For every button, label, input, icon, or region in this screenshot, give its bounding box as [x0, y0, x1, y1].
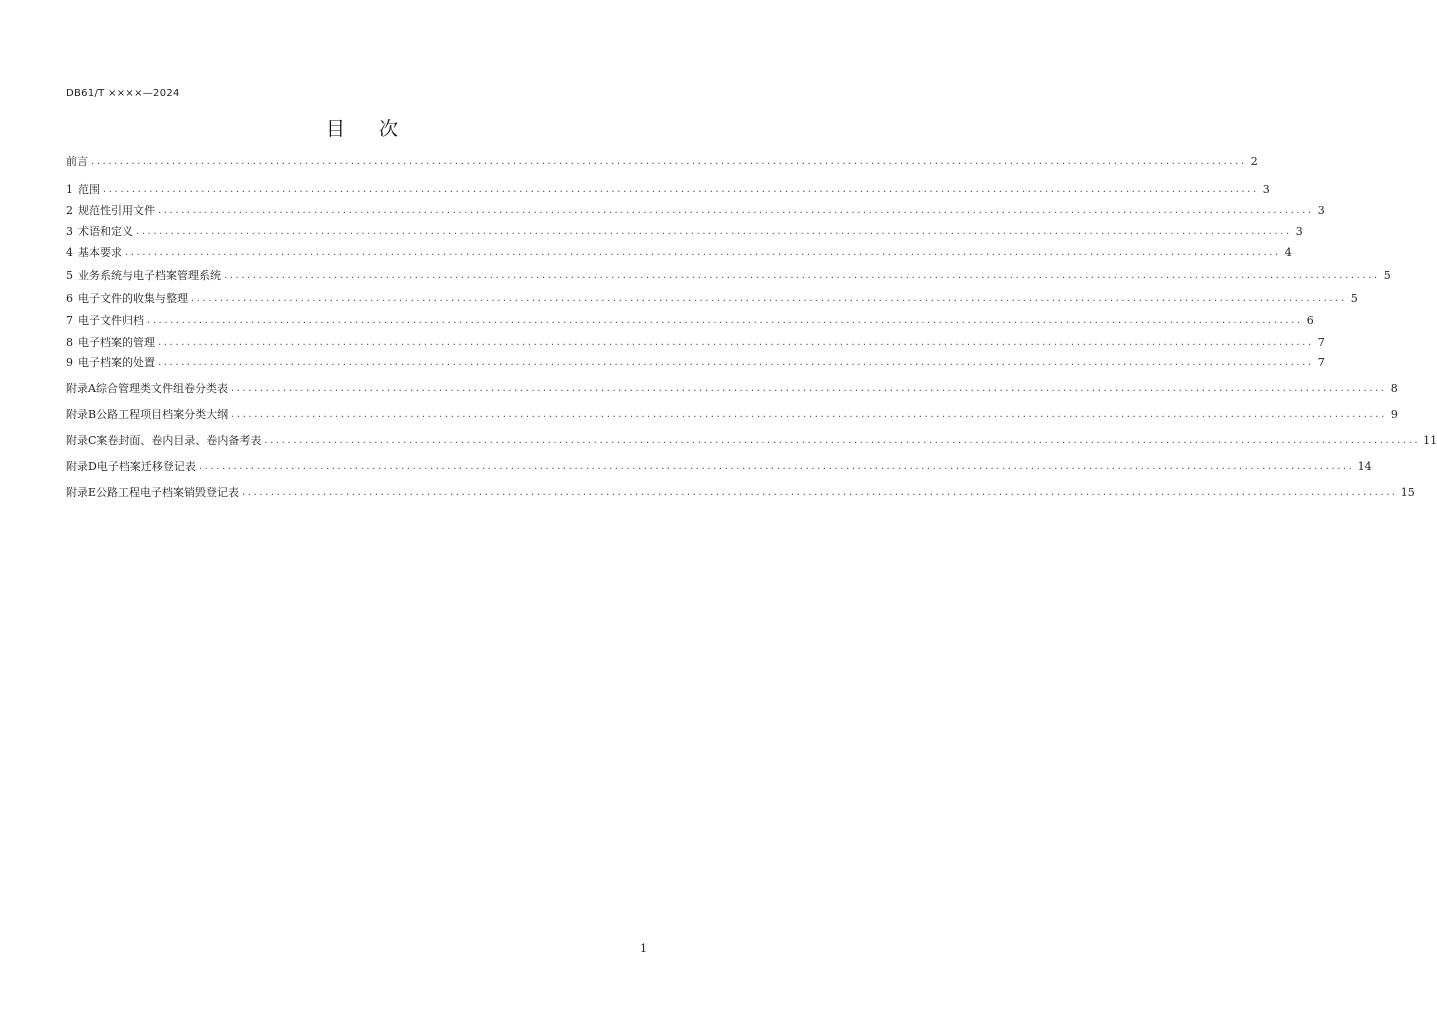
toc-entry-label: 范围 — [78, 183, 100, 196]
toc-entry-number: 6 — [66, 292, 73, 305]
dot-leader: ........................................................................................................................................................................................................ — [125, 247, 1281, 258]
toc-entry-label: 公路工程项目档案分类大纲 — [96, 408, 229, 421]
toc-entry-label: 综合管理类文件组卷分类表 — [95, 382, 228, 395]
toc-entry-label: 电子文件的收集与整理 — [78, 292, 188, 305]
appendix-letter: C — [88, 434, 97, 447]
toc-entry[interactable] — [66, 291, 1358, 307]
toc-title: 目次 — [325, 118, 432, 140]
toc-entry-page: 5 — [1350, 292, 1358, 305]
appendix-word: 录 — [77, 460, 88, 473]
toc-entry-label: 言 — [77, 155, 88, 168]
toc-entry-label: 公路工程电子档案销毁登记表 — [96, 486, 240, 499]
toc-entry-number: 4 — [66, 246, 73, 259]
dot-leader: ........................................................................................................................................................................................................ — [158, 357, 1314, 368]
toc-entry-label: 术语和定义 — [78, 225, 133, 238]
appendix-word: 录 — [77, 382, 88, 395]
toc-entry[interactable] — [66, 154, 1258, 170]
toc-entry-number: 2 — [66, 204, 73, 217]
toc-entry-label: 电子档案的处置 — [78, 356, 155, 369]
toc-entry[interactable] — [66, 203, 1325, 219]
dot-leader: ........................................................................................................................................................................................................ — [136, 226, 1292, 237]
dot-leader: ........................................................................................................................................................................................................ — [224, 270, 1380, 281]
standard-code: DB61/T ××××—2024 — [66, 88, 180, 99]
appendix-word: 附 — [66, 434, 77, 447]
toc-entry-number: 1 — [66, 183, 73, 196]
toc-entry-page: 5 — [1383, 269, 1391, 282]
toc-entry-page: 4 — [1284, 246, 1292, 259]
toc-entry-label: 业务系统与电子档案管理系统 — [78, 269, 221, 282]
toc-entry-page: 14 — [1357, 460, 1372, 473]
toc-entry-number: 7 — [66, 314, 73, 327]
appendix-letter: B — [88, 408, 97, 421]
toc-entry[interactable] — [66, 459, 1372, 475]
toc-entry[interactable] — [66, 313, 1314, 329]
dot-leader: ........................................................................................................................................................................................................ — [91, 156, 1247, 167]
dot-leader: ........................................................................................................................................................................................................ — [158, 337, 1314, 348]
toc-entry-page: 6 — [1306, 314, 1314, 327]
toc-entry-label: 前 — [66, 155, 77, 168]
toc-entry-page: 3 — [1262, 183, 1270, 196]
toc-entry-page: 3 — [1317, 204, 1325, 217]
toc-entry-number: 5 — [66, 269, 73, 282]
toc-entry[interactable] — [66, 182, 1270, 198]
appendix-word: 录 — [77, 434, 88, 447]
toc-entry-page: 7 — [1317, 336, 1325, 349]
toc-entry-page: 9 — [1390, 408, 1398, 421]
toc-entry[interactable] — [66, 268, 1391, 284]
dot-leader: ........................................................................................................................................................................................................ — [264, 435, 1421, 446]
appendix-word: 附 — [66, 486, 77, 499]
toc-entry-number: 8 — [66, 336, 73, 349]
toc-entry[interactable] — [66, 433, 1437, 449]
dot-leader: ........................................................................................................................................................................................................ — [158, 205, 1314, 216]
toc-entry-page: 7 — [1317, 356, 1325, 369]
dot-leader: ........................................................................................................................................................................................................ — [198, 461, 1355, 472]
toc-entry-label: 规范性引用文件 — [78, 204, 155, 217]
toc-entry[interactable] — [66, 335, 1325, 351]
toc-entry-label: 案卷封面、卷内目录、卷内备考表 — [96, 434, 262, 447]
appendix-word: 录 — [77, 408, 88, 421]
appendix-letter: A — [88, 382, 96, 395]
appendix-letter: E — [88, 486, 97, 499]
page-number: 1 — [640, 942, 647, 955]
appendix-letter: D — [88, 460, 97, 473]
dot-leader: ........................................................................................................................................................................................................ — [103, 184, 1259, 195]
toc-entry-number: 9 — [66, 356, 73, 369]
toc-entry-page: 2 — [1250, 155, 1258, 168]
toc-entry-page: 3 — [1295, 225, 1303, 238]
dot-leader: ........................................................................................................................................................................................................ — [230, 383, 1387, 394]
toc-entry[interactable] — [66, 381, 1398, 397]
toc-entry[interactable] — [66, 485, 1415, 501]
toc-entry-page: 11 — [1423, 434, 1437, 447]
dot-leader: ........................................................................................................................................................................................................ — [231, 409, 1387, 420]
dot-leader: ........................................................................................................................................................................................................ — [191, 293, 1347, 304]
toc-entry[interactable] — [66, 245, 1292, 261]
dot-leader: ........................................................................................................................................................................................................ — [242, 487, 1398, 498]
appendix-word: 附 — [66, 408, 77, 421]
toc-entry-label: 基本要求 — [78, 246, 122, 259]
toc-entry-label: 电子档案的管理 — [78, 336, 155, 349]
dot-leader: ........................................................................................................................................................................................................ — [147, 315, 1303, 326]
toc-entry-page: 15 — [1400, 486, 1415, 499]
appendix-word: 录 — [77, 486, 88, 499]
toc-entry[interactable] — [66, 407, 1398, 423]
toc-entry-label: 电子档案迁移登记表 — [96, 460, 196, 473]
toc-entry[interactable] — [66, 224, 1303, 240]
toc-entry[interactable] — [66, 355, 1325, 371]
appendix-word: 附 — [66, 460, 77, 473]
toc-entry-label: 电子文件归档 — [78, 314, 144, 327]
appendix-word: 附 — [66, 382, 77, 395]
toc-entry-number: 3 — [66, 225, 73, 238]
toc-entry-page: 8 — [1390, 382, 1398, 395]
